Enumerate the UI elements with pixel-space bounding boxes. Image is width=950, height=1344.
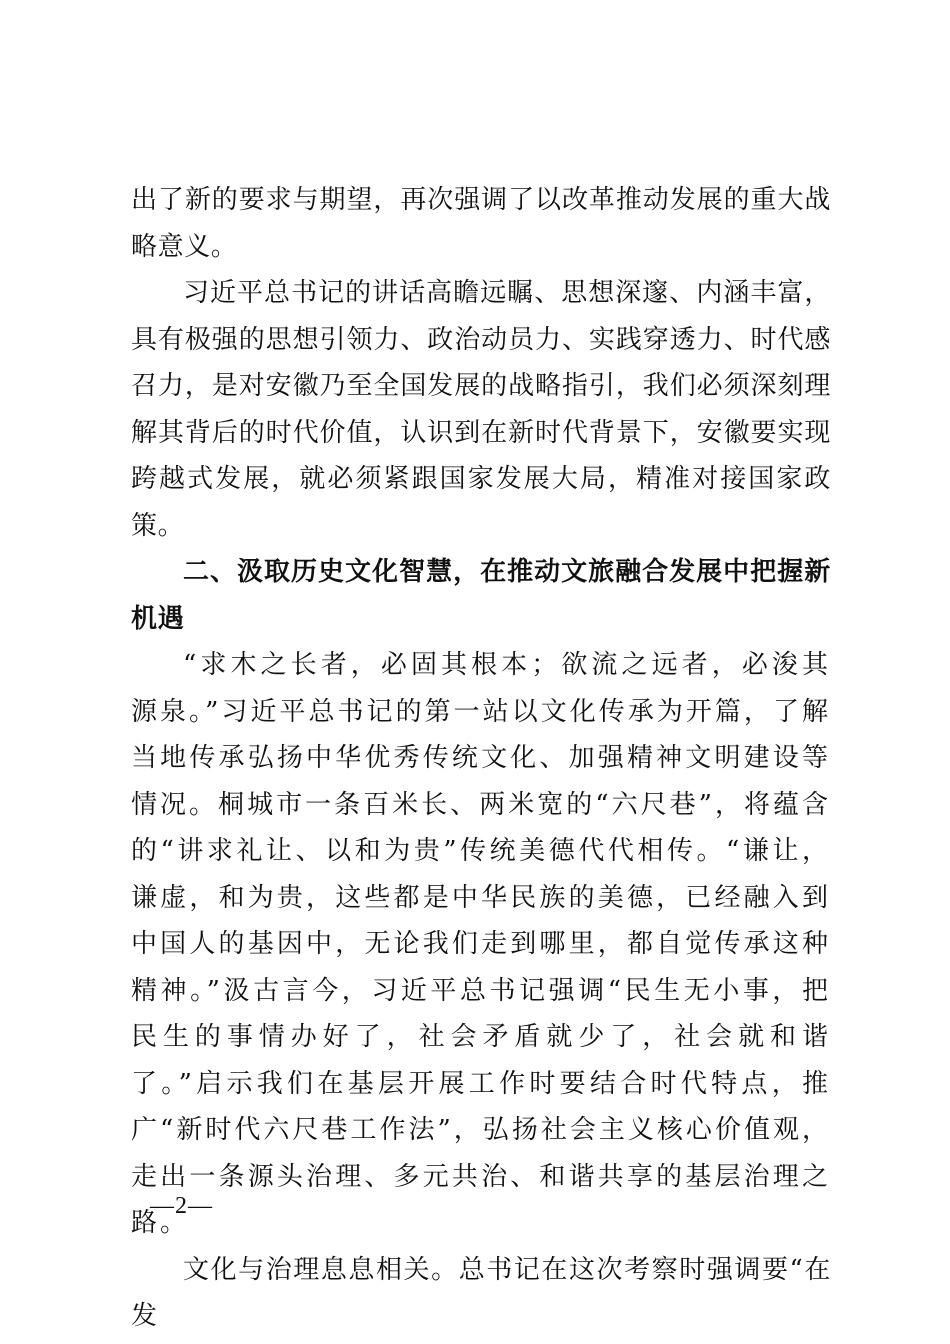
paragraph-continuation: 出了新的要求与期望，再次强调了以改革推动发展的重大战略意义。 <box>131 185 831 262</box>
document-body <box>131 177 831 1340</box>
page-number: —2— <box>150 1193 213 1219</box>
paragraph-cultural-heritage: “求木之长者，必固其根本；欲流之远者，必浚其源泉。”习近平总书记的第一站以文化传承为开篇，了解当地传承弘扬中华优秀传统文化、加强精神文明建设等情况。桐城市一条百米长、两米宽的“六尺巷”，将蕴含的“讲求礼让、以和为贵”传统美德代代相传。“谦让，谦虚，和为贵，这些都是中华民族的美德，已经融入到中国人的基因中，无论我们走到哪里，都自觉传承这种精神。”汲古言今，习近平总书记强调“民生无小事，把民生的事情办好了，社会矛盾就少了，社会就和谐了。”启示我们在基层开展工作时要结合时代特点，推广“新时代六尺巷工作法”，弘扬社会主义核心价值观，走出一条源头治理、多元共治、和谐共享的基层治理之路。 <box>131 650 831 1238</box>
paragraph-speech-significance: 习近平总书记的讲话高瞻远瞩、思想深邃、内涵丰富，具有极强的思想引领力、政治动员力、实践穿透力、时代感召力，是对安徽乃至全国发展的战略指引，我们必须深刻理解其背后的时代价值，认识到在新时代背景下，安徽要实现跨越式发展，就必须紧跟国家发展大局，精准对接国家政策。 <box>131 278 831 541</box>
section-heading: 二、汲取历史文化智慧，在推动文旅融合发展中把握新机遇 <box>131 557 831 634</box>
paragraph-culture-governance: 文化与治理息息相关。总书记在这次考察时强调要“在发 <box>131 1254 831 1331</box>
